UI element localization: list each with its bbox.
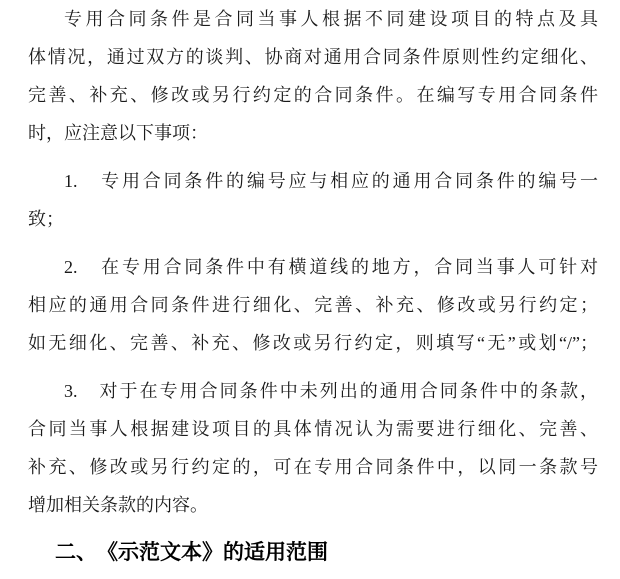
text-line: 3. 对于在专用合同条件中未列出的通用合同条件中的条款， <box>64 381 598 401</box>
text-line: 增加相关条款的内容。 <box>28 495 208 515</box>
text-line: 如无细化、完善、补充、修改或另行约定，则填写“无”或划“/”； <box>28 333 598 353</box>
section-heading: 二、 《示范文本》的适用范围 <box>55 541 328 564</box>
text-line: 相应的通用合同条件进行细化、完善、补充、修改或另行约定； <box>28 295 598 315</box>
text-line: 1. 专用合同条件的编号应与相应的通用合同条件的编号一 <box>64 171 598 191</box>
paragraph-intro <box>28 0 598 152</box>
text-line: 合同当事人根据建设项目的具体情况认为需要进行细化、完善、 <box>28 419 598 439</box>
text-line: 完善、补充、修改或另行约定的合同条件。在编写专用合同条件 <box>28 85 598 105</box>
paragraph-item-2 <box>28 248 598 362</box>
text-line: 致； <box>28 209 64 229</box>
paragraph-item-3 <box>28 372 598 524</box>
text-line: 体情况，通过双方的谈判、协商对通用合同条件原则性约定细化、 <box>28 47 598 67</box>
text-line: 时，应注意以下事项： <box>28 123 208 143</box>
paragraph-item-1 <box>28 162 598 238</box>
text-line: 2. 在专用合同条件中有横道线的地方，合同当事人可针对 <box>64 257 598 277</box>
text-line: 补充、修改或另行约定的，可在专用合同条件中，以同一条款号 <box>28 457 598 477</box>
text-line: 专用合同条件是合同当事人根据不同建设项目的特点及具 <box>64 9 598 29</box>
